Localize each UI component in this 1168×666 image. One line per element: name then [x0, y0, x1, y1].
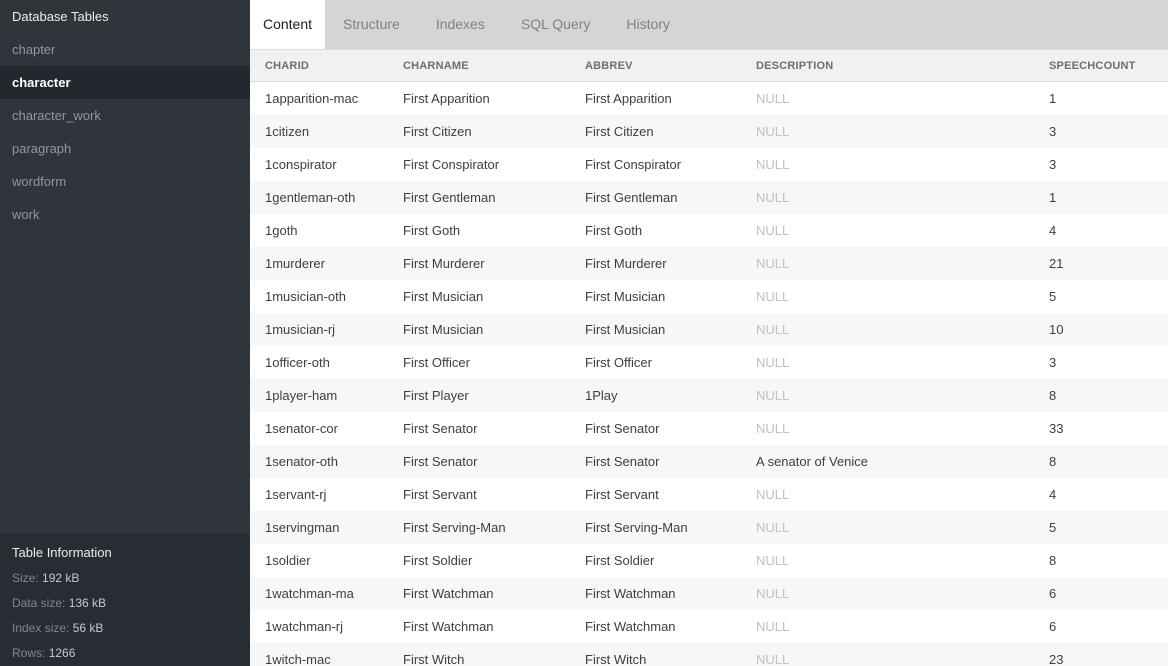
cell-description[interactable]: NULL — [756, 222, 790, 238]
cell-abbrev[interactable]: First Serving-Man — [585, 519, 688, 535]
cell-speechcount[interactable]: 8 — [1049, 387, 1057, 403]
stat-label: Rows: — [12, 646, 49, 660]
cell-description[interactable]: NULL — [756, 156, 790, 172]
table-info-stat — [12, 596, 238, 610]
table-info-panel — [0, 533, 250, 666]
sidebar-item-character[interactable]: character — [0, 66, 250, 99]
cell-charname[interactable]: First Watchman — [403, 618, 494, 634]
table-row[interactable] — [250, 511, 1168, 544]
cell-charname[interactable]: First Watchman — [403, 585, 494, 601]
sidebar — [0, 0, 250, 666]
cell-charid[interactable]: 1soldier — [265, 552, 311, 568]
table-row[interactable] — [250, 643, 1168, 666]
cell-speechcount[interactable]: 4 — [1049, 222, 1057, 238]
cell-speechcount[interactable]: 3 — [1049, 156, 1057, 172]
cell-charname[interactable]: First Soldier — [403, 552, 473, 568]
cell-charname[interactable]: First Citizen — [403, 123, 472, 139]
cell-abbrev[interactable]: First Citizen — [585, 123, 654, 139]
cell-abbrev[interactable]: First Senator — [585, 420, 660, 436]
cell-charid[interactable]: 1conspirator — [265, 156, 337, 172]
cell-speechcount[interactable]: 33 — [1049, 420, 1064, 436]
cell-speechcount[interactable]: 1 — [1049, 90, 1057, 106]
cell-description[interactable]: A senator of Venice — [756, 453, 869, 469]
cell-charid[interactable]: 1senator-oth — [265, 453, 338, 469]
cell-abbrev[interactable]: First Conspirator — [585, 156, 682, 172]
table-info-heading: Table Information — [12, 545, 112, 560]
cell-description[interactable]: NULL — [756, 189, 790, 205]
cell-speechcount[interactable]: 3 — [1049, 354, 1057, 370]
table-row[interactable] — [250, 214, 1168, 247]
stat-value: 136 kB — [68, 596, 107, 610]
cell-charid[interactable]: 1apparition-mac — [265, 90, 359, 106]
cell-abbrev[interactable]: First Soldier — [585, 552, 655, 568]
stat-label: Data size: — [12, 596, 69, 610]
column-header-abbrev[interactable]: ABBREV — [570, 50, 741, 82]
sidebar-item-chapter[interactable]: chapter — [12, 42, 56, 57]
cell-charid[interactable]: 1officer-oth — [265, 354, 330, 370]
cell-abbrev[interactable]: First Musician — [585, 288, 666, 304]
cell-description[interactable]: NULL — [756, 354, 790, 370]
cell-speechcount[interactable]: 6 — [1049, 618, 1057, 634]
table-row[interactable] — [250, 115, 1168, 148]
sidebar-item-character_work[interactable]: character_work — [12, 108, 101, 123]
sidebar-item-work[interactable]: work — [12, 207, 40, 222]
cell-abbrev[interactable]: First Murderer — [585, 255, 667, 271]
cell-speechcount[interactable]: 5 — [1049, 288, 1057, 304]
cell-abbrev[interactable]: First Senator — [585, 453, 660, 469]
cell-description[interactable]: NULL — [756, 618, 790, 634]
cell-description[interactable]: NULL — [756, 321, 790, 337]
cell-abbrev[interactable]: First Musician — [585, 321, 666, 337]
cell-charname[interactable]: First Senator — [403, 420, 478, 436]
database-tables-heading: Database Tables — [12, 9, 109, 24]
cell-description[interactable]: NULL — [756, 486, 790, 502]
cell-charname[interactable]: First Officer — [403, 354, 470, 370]
cell-charid[interactable]: 1goth — [265, 222, 298, 238]
cell-abbrev[interactable]: First Goth — [585, 222, 643, 238]
cell-description[interactable]: NULL — [756, 387, 790, 403]
stat-label: Size: — [12, 571, 43, 585]
table-info-stat — [12, 571, 238, 585]
stat-value: 56 kB — [72, 621, 104, 635]
cell-description[interactable]: NULL — [756, 552, 790, 568]
data-grid — [250, 49, 1168, 666]
cell-speechcount[interactable]: 8 — [1049, 552, 1057, 568]
table-row[interactable] — [250, 379, 1168, 412]
cell-description[interactable]: NULL — [756, 90, 790, 106]
cell-description[interactable]: NULL — [756, 585, 790, 601]
cell-charname[interactable]: First Apparition — [403, 90, 490, 106]
cell-speechcount[interactable]: 3 — [1049, 123, 1057, 139]
cell-speechcount[interactable]: 4 — [1049, 486, 1057, 502]
cell-abbrev[interactable]: First Watchman — [585, 618, 676, 634]
cell-charid[interactable]: 1servant-rj — [265, 486, 327, 502]
cell-charname[interactable]: First Servant — [403, 486, 477, 502]
cell-charname[interactable]: First Conspirator — [403, 156, 500, 172]
tab-history[interactable]: History — [626, 16, 670, 32]
cell-charid[interactable]: 1player-ham — [265, 387, 338, 403]
cell-charid[interactable]: 1senator-cor — [265, 420, 338, 436]
tab-bar — [250, 0, 1168, 49]
cell-charid[interactable]: 1watchman-ma — [265, 585, 354, 601]
cell-charname[interactable]: First Senator — [403, 453, 478, 469]
table-row[interactable] — [250, 346, 1168, 379]
table-row[interactable] — [250, 82, 1168, 115]
cell-speechcount[interactable]: 8 — [1049, 453, 1057, 469]
cell-charname[interactable]: First Gentleman — [403, 189, 496, 205]
table-info-stat — [12, 646, 238, 660]
table-row[interactable] — [250, 478, 1168, 511]
cell-charid[interactable]: 1servingman — [265, 519, 340, 535]
table-row[interactable] — [250, 412, 1168, 445]
cell-speechcount[interactable]: 21 — [1049, 255, 1064, 271]
column-header-speechcount[interactable]: SPEECHCOUNT — [1034, 50, 1168, 82]
cell-speechcount[interactable]: 1 — [1049, 189, 1057, 205]
stat-value: 1266 — [48, 646, 76, 660]
cell-charid[interactable]: 1witch-mac — [265, 651, 331, 666]
cell-charname[interactable]: First Goth — [403, 222, 461, 238]
cell-speechcount[interactable]: 6 — [1049, 585, 1057, 601]
cell-charname[interactable]: First Witch — [403, 651, 465, 666]
cell-charname[interactable]: First Murderer — [403, 255, 485, 271]
tab-indexes[interactable]: Indexes — [435, 16, 485, 32]
cell-charname[interactable]: First Player — [403, 387, 469, 403]
table-row[interactable] — [250, 544, 1168, 577]
cell-speechcount[interactable]: 10 — [1049, 321, 1064, 337]
column-header-description[interactable]: DESCRIPTION — [741, 50, 1034, 82]
tab-sql-query[interactable]: SQL Query — [520, 16, 591, 32]
cell-charid[interactable]: 1gentleman-oth — [265, 189, 356, 205]
cell-description[interactable]: NULL — [756, 519, 790, 535]
cell-description[interactable]: NULL — [756, 255, 790, 271]
column-header-charid[interactable]: CHARID — [250, 50, 388, 82]
cell-abbrev[interactable]: First Servant — [585, 486, 659, 502]
table-row[interactable] — [250, 577, 1168, 610]
cell-charid[interactable]: 1musician-rj — [265, 321, 336, 337]
cell-speechcount[interactable]: 23 — [1049, 651, 1064, 666]
table-row[interactable] — [250, 181, 1168, 214]
cell-charname[interactable]: First Serving-Man — [403, 519, 506, 535]
table-body — [250, 82, 1168, 666]
tab-content[interactable]: Content — [250, 0, 325, 49]
table-info-stats — [12, 571, 238, 660]
cell-charid[interactable]: 1murderer — [265, 255, 325, 271]
table-row[interactable] — [250, 247, 1168, 280]
cell-abbrev[interactable]: First Witch — [585, 651, 647, 666]
cell-description[interactable]: NULL — [756, 123, 790, 139]
cell-abbrev[interactable]: First Officer — [585, 354, 652, 370]
content-table — [250, 49, 1168, 666]
cell-charname[interactable]: First Musician — [403, 321, 484, 337]
cell-charname[interactable]: First Musician — [403, 288, 484, 304]
stat-value: 192 kB — [42, 571, 80, 585]
main-content — [250, 0, 1168, 666]
cell-abbrev[interactable]: First Gentleman — [585, 189, 678, 205]
table-row[interactable] — [250, 280, 1168, 313]
table-row[interactable] — [250, 610, 1168, 643]
cell-description[interactable]: NULL — [756, 288, 790, 304]
column-header-charname[interactable]: CHARNAME — [388, 50, 570, 82]
table-info-stat — [12, 621, 238, 635]
cell-abbrev[interactable]: First Apparition — [585, 90, 672, 106]
cell-description[interactable]: NULL — [756, 651, 790, 666]
sidebar-item-paragraph[interactable]: paragraph — [12, 141, 72, 156]
cell-charid[interactable]: 1musician-oth — [265, 288, 346, 304]
sidebar-item-wordform[interactable]: wordform — [12, 174, 67, 189]
tab-structure[interactable]: Structure — [343, 16, 400, 32]
cell-charid[interactable]: 1watchman-rj — [265, 618, 344, 634]
cell-description[interactable]: NULL — [756, 420, 790, 436]
table-row[interactable] — [250, 445, 1168, 478]
cell-abbrev[interactable]: 1Play — [585, 387, 618, 403]
cell-charid[interactable]: 1citizen — [265, 123, 310, 139]
cell-abbrev[interactable]: First Watchman — [585, 585, 676, 601]
cell-speechcount[interactable]: 5 — [1049, 519, 1057, 535]
stat-label: Index size: — [12, 621, 73, 635]
table-row[interactable] — [250, 313, 1168, 346]
table-list — [0, 33, 250, 231]
table-row[interactable] — [250, 148, 1168, 181]
column-header-row — [250, 50, 1168, 82]
